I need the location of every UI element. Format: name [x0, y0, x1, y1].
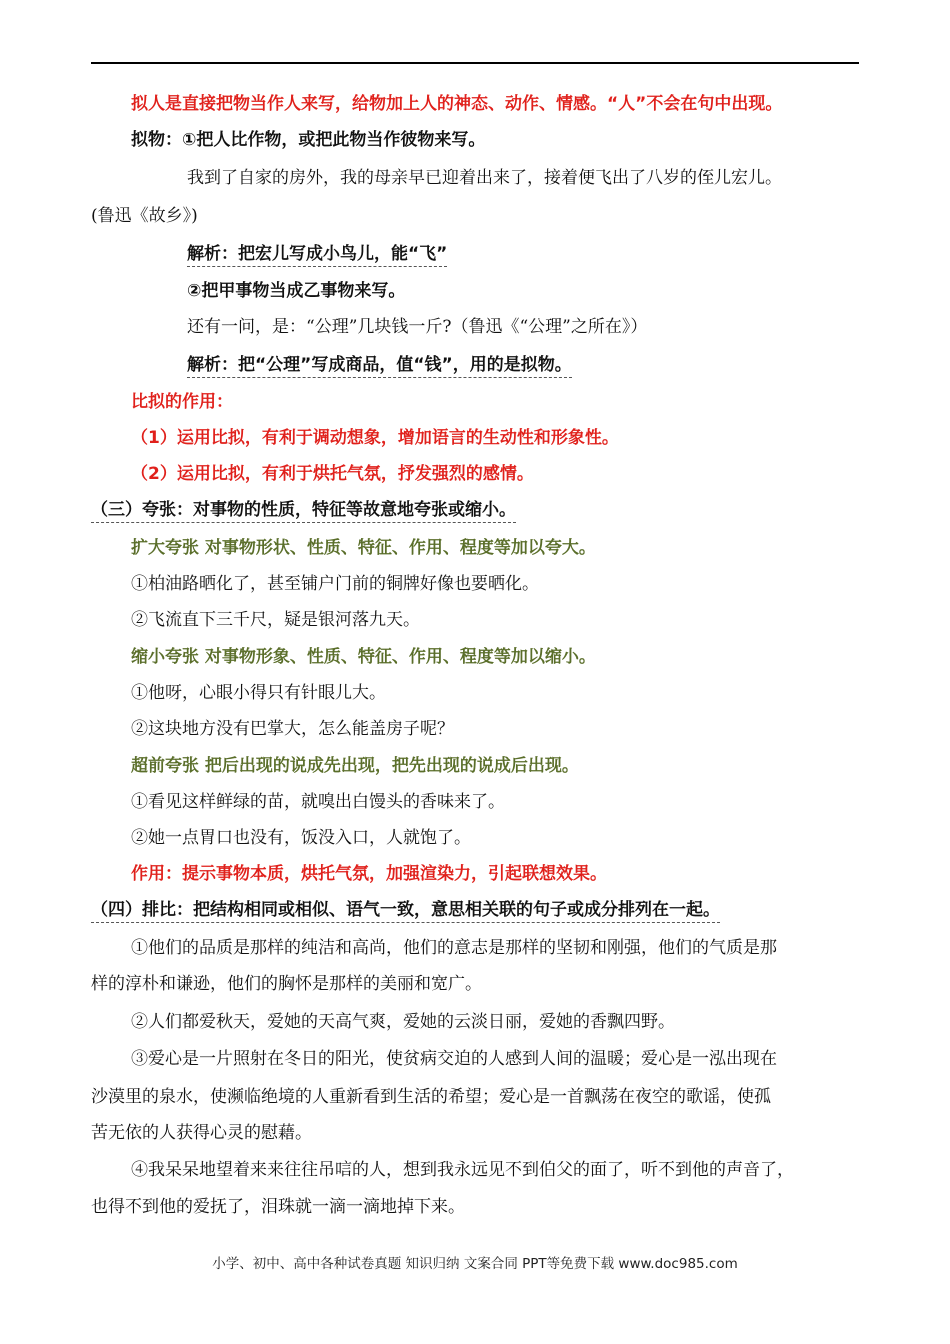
- analysis-text: 解析：把“公理”写成商品，值“钱”，用的是拟物。: [187, 353, 572, 377]
- analogy-function-heading: 比拟的作用：: [131, 392, 233, 412]
- example-text: ④我呆呆地望着来来往往吊唁的人，想到我永远见不到伯父的面了，听不到他的声音了，: [131, 1160, 794, 1180]
- page-footer: 小学、初中、高中各种试卷真题 知识归纳 文案合同 PPT等免费下载 www.doc985.com: [212, 1256, 738, 1272]
- reification-subheading: ②把甲事物当成乙事物来写。: [187, 281, 406, 301]
- example-text: ①看见这样鲜绿的苗，就嗅出白馒头的香味来了。: [131, 792, 505, 812]
- personification-definition: 拟人是直接把物当作人来写，给物加上人的神态、动作、情感。“人”不会在句中出现。: [131, 94, 783, 114]
- hyperbole-type-heading: 缩小夸张 对事物形象、性质、特征、作用、程度等加以缩小。: [131, 647, 596, 667]
- hyperbole-type-heading: 扩大夸张 对事物形状、性质、特征、作用、程度等加以夸大。: [131, 538, 596, 558]
- example-source: (鲁迅《故乡》): [91, 206, 198, 226]
- example-text: ①他呀，心眼小得只有针眼儿大。: [131, 683, 386, 703]
- example-text: 也得不到他的爱抚了，泪珠就一滴一滴地掉下来。: [91, 1197, 465, 1217]
- example-text: ②这块地方没有巴掌大，怎么能盖房子呢？: [131, 719, 454, 739]
- example-text: ②人们都爱秋天，爱她的天高气爽，爱她的云淡日丽，爱她的香飘四野。: [131, 1012, 675, 1032]
- example-text: ③爱心是一片照射在冬日的阳光，使贫病交迫的人感到人间的温暖；爱心是一泓出现在: [131, 1049, 777, 1069]
- section-parallelism-heading: （四）排比：把结构相同或相似、语气一致，意思相关联的句子或成分排列在一起。: [91, 898, 720, 922]
- reification-heading: 拟物：①把人比作物，或把此物当作彼物来写。: [131, 130, 486, 150]
- analogy-function-item: （2）运用比拟，有利于烘托气氛，抒发强烈的感情。: [131, 464, 534, 484]
- example-text: 我到了自家的房外，我的母亲早已迎着出来了，接着便飞出了八岁的侄儿宏儿。: [187, 168, 782, 188]
- example-text: 样的淳朴和谦逊，他们的胸怀是那样的美丽和宽广。: [91, 974, 482, 994]
- hyperbole-function: 作用：提示事物本质，烘托气氛，加强渲染力，引起联想效果。: [131, 864, 607, 884]
- example-text: ②飞流直下三千尺，疑是银河落九天。: [131, 610, 420, 630]
- example-text: ②她一点胃口也没有，饭没入口，人就饱了。: [131, 828, 471, 848]
- hyperbole-type-heading: 超前夸张 把后出现的说成先出现，把先出现的说成后出现。: [131, 756, 579, 776]
- example-text: ①他们的品质是那样的纯洁和高尚，他们的意志是那样的坚韧和刚强，他们的气质是那: [131, 938, 777, 958]
- analysis-text: 解析：把宏儿写成小鸟儿，能“飞”: [187, 242, 447, 266]
- header-rule: [91, 62, 859, 64]
- section-hyperbole-heading: （三）夸张：对事物的性质，特征等故意地夸张或缩小。: [91, 498, 516, 522]
- example-text: 还有一问，是：“公理”几块钱一斤?（鲁迅《“公理”之所在》）: [187, 317, 648, 337]
- example-text: ①柏油路晒化了，甚至铺户门前的铜牌好像也要晒化。: [131, 574, 539, 594]
- example-text: 苦无依的人获得心灵的慰藉。: [91, 1123, 312, 1143]
- example-text: 沙漠里的泉水，使濒临绝境的人重新看到生活的希望；爱心是一首飘荡在夜空的歌谣，使孤: [91, 1087, 771, 1107]
- analogy-function-item: （1）运用比拟，有利于调动想象，增加语言的生动性和形象性。: [131, 428, 619, 448]
